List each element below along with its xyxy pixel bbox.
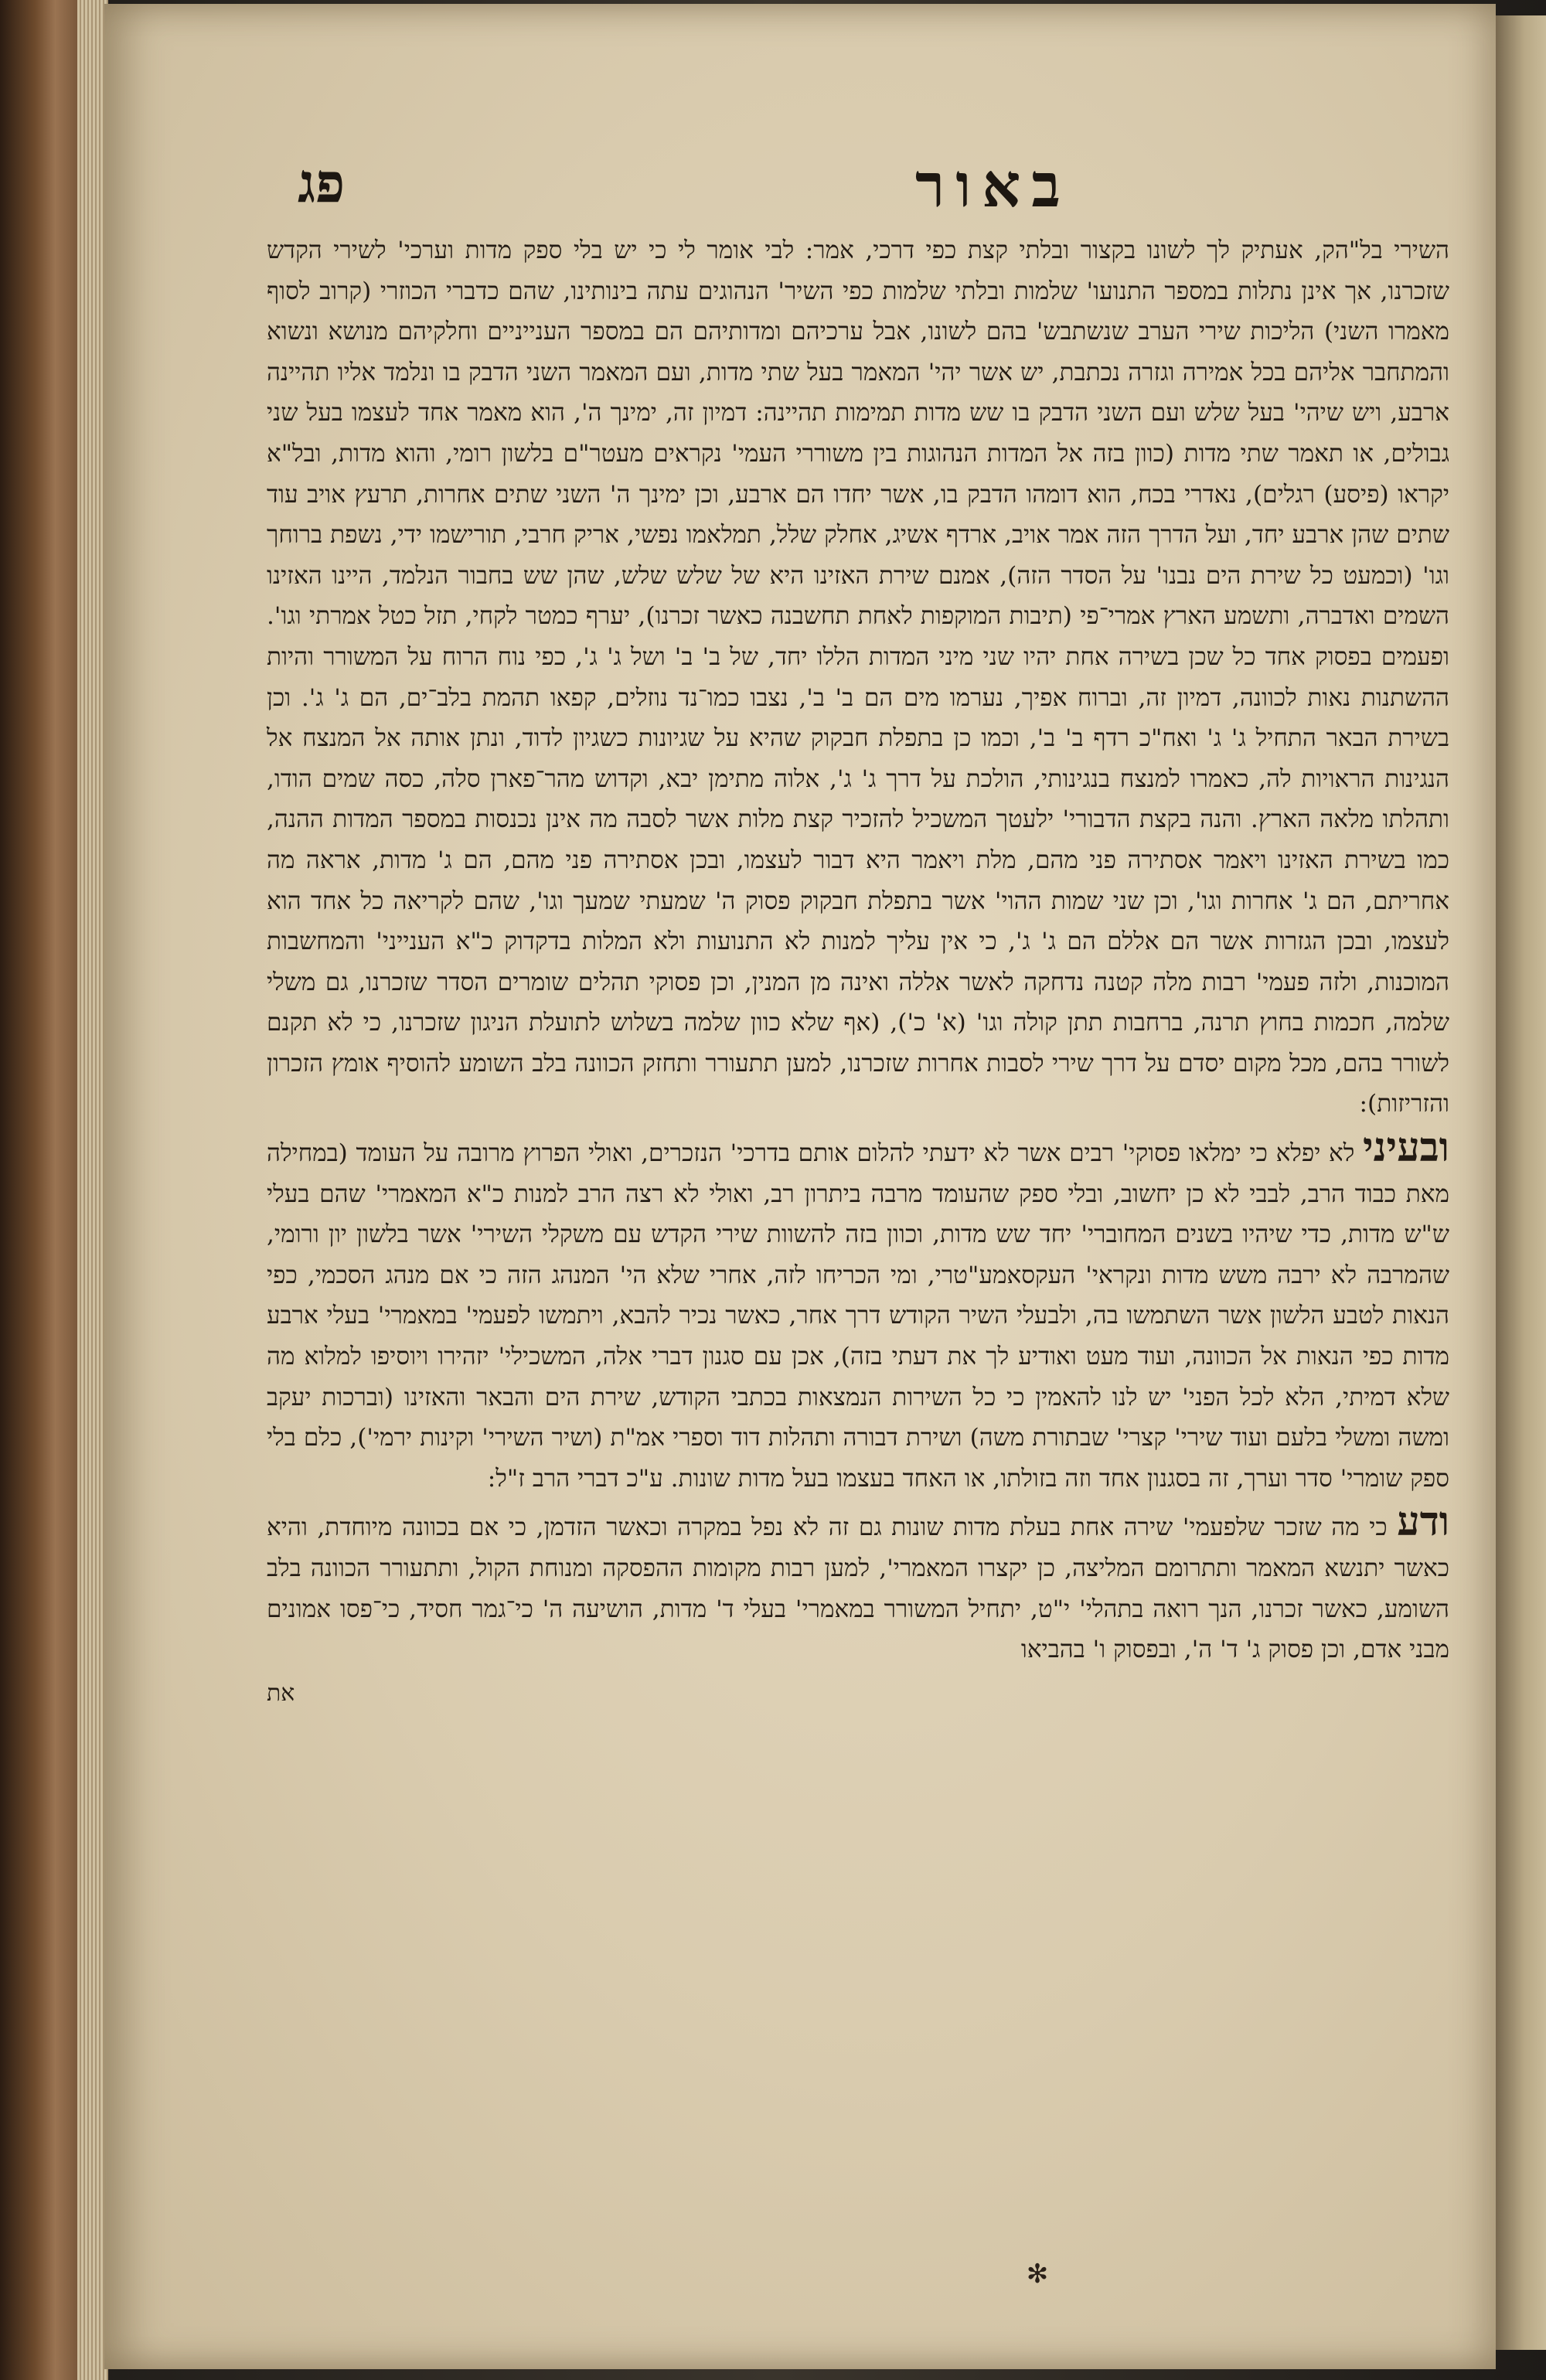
facing-page-edge bbox=[1490, 15, 1546, 2350]
paragraph-lead-word: ודע bbox=[1397, 1498, 1450, 1546]
catchword: את bbox=[267, 1679, 295, 1707]
paragraph bbox=[267, 1498, 1450, 1670]
paragraph-text: לא יפלא כי ימלאו פסוקי' רבים אשר לא ידעתי להלום אותם בדרכי' הנזכרים, ואולי הפרוץ מרובה על העומד (במחילה מאת כבוד הרב, לבבי לא כן יחשוב, ובלי ספק שהעומד מרבה ביתרון רב, ואולי לא רצה הרב למנות כ"א המאמרי' שהם בעלי ש"ש מדות, כדי שיהיו בשנים המחוברי' יחד שש מדות, וכוון בזה להשוות שירי הקדש עם משקלי השירי' אשר בלשון יון ורומי, שהמרבה לא ירבה משש מדות ונקראי' העקסאמע"טרי, ומי הכריחו לזה, אחרי שלא הי' המנהג הזה כי אם מנהג הסכמי, כפי הנאות לטבע הלשון אשר השתמשו בה, ולבעלי השיר הקודש דרך אחר, כאשר נכיר להבא, ויתמשו לפעמי' במאמרי' בעלי ארבע מדות כפי הנאות אל הכוונה, ועוד מעט ואודיע לך את דעתי בזה), אכן עם סגנון דברי אלה, המשכילי' יזהירו ויוסיפו למלוא מה שלא דמיתי, הלא לכל הפני' יש לנו להאמין כי כל השירות הנמצאות בכתבי הקודש, שירת הים והבאר והאזינו (וברכות יעקב ומשה ומשלי בלעם ועוד שירי' קצרי' שבתורת משה) ושירת דבורה ותהלות דוד וספרי אמ"ת (ושיר השירי' וקינות ירמי'), כלם בלי ספק שומרי' סדר וערך, זה בסגנון אחד וזה בזולתו, או האחד בעצמו בעל מדות שונות. ע"כ דברי הרב ז"ל: bbox=[267, 1139, 1449, 1493]
paragraph-text: השירי בל"הק, אעתיק לך לשונו בקצור ובלתי קצת כפי דרכי, אמר: לבי אומר לי כי יש בלי ספק מדות וערכי' לשירי הקדש שזכרנו, אך אינן נתלות במספר התנועו' שלמות ובלתי שלמות כפי השיר' הנהוגים עתה בינותינו, שהם כדברי הכוזרי (קרוב לסוף מאמרו השני) הליכות שירי הערב שנשתבש' בהם לשונו, אבל ערכיהם ומדותיהם הם במספר הענייניים וחלקיהם מנושא ונשוא והמתחבר אליהם בכל אמירה וגזרה נכתבת, יש אשר יהי' המאמר בעל שתי מדות, ועם המאמר השני הדבק בו ונלמד אליו תהיינה ארבע, ויש שיהי' בעל שלש ועם השני הדבק בו שש מדות תמימות תהיינה: דמיון זה, ימינך ה', הוא מאמר אחד לעצמו בעל שני גבולים, או תאמר שתי מדות (כוון בזה אל המדות הנהוגות בין משוררי העמי' נקראים מעטר"ם בלשון רומי, והוא מדות, ובל"א יקראו (פיסע) רגלים), נאדרי בכח, הוא דומהו הדבק בו, אשר יחדו הם ארבע, וכן ימינך ה' השני שתים אחרות, תרעץ אויב עוד שתים שהן ארבע יחד, ועל הדרך הזה אמר אויב, ארדף אשיג, אחלק שלל, תמלאמו נפשי, אריק חרבי, תורישמו ידי, נשפת ברוחך וגו' (וכמעט כל שירת הים נבנו' על הסדר הזה), אמנם שירת האזינו היא של שלש שלש, שהן שש בחבור הנלמד, היינו האזינו השמים ואדברה, ותשמע הארץ אמרי־פי (תיבות המוקפות לאחת תחשבנה כאשר זכרנו), יערף כמטר לקחי, תזל כטל אמרתי וגו'. ופעמים בפסוק אחד כל שכן בשירה אחת יהיו שני מיני המדות הללו יחד, של ב' ב' ושל ג' ג', כפי נוח הרוח על המשורר והיות ההשתנות נאות לכוונה, דמיון זה, וברוח אפיך, נערמו מים הם ב' ב', נצבו כמו־נד נוזלים, קפאו תהמת בלב־ים, הם ג' ג'. וכן בשירת הבאר התחיל ג' ג' ואח"כ רדף ב' ב', וכמו כן בתפלת חבקוק שהיא על שגיונות כשגיון לדוד, ונתן אותה אל המנצח אל הנגינות הראויות לה, כאמרו למנצח בנגינותי, הולכת על דרך ג' ג', אלוה מתימן יבא, וקדוש מהר־פארן סלה, כסה שמים הודו, ותהלתו מלאה הארץ. והנה בקצת הדבורי' ילעטך המשכיל להזכיר קצת מלות אשר לסבה מה אינן נכנסות במספר המדות ההנה, כמו בשירת האזינו ויאמר אסתירה פני מהם, מלת ויאמר היא דבור לעצמו, ובכן אסתירה פני מהם, הם ג' מדות, אראה מה אחריתם, הם ג' אחרות וגו', וכן שני שמות ההוי' אשר בתפלת חבקוק פסוק ה' שמעתי שמעך וגו', שהם לקריאה כל אחד הוא לעצמו, ובכן הגזרות אשר הם אללם הם ג' ג', כי אין עליך למנות לא התנועות ולא המלות בדקדוק כ"א הענייני' והמחשבות המוכנות, ולזה פעמי' רבות מלה קטנה נדחקה לאשר אללה ואינה מן המנין, וכן פסוקי תהלים שומרים הסדר שזכרנו, גם משלי שלמה, חכמות בחוץ תרנה, ברחבות תתן קולה וגו' (א' כ'), (אף שלא כוון שלמה בשלוש לתועלת הניגון שזכרנו, כי לא תקנם לשורר בהם, מכל מקום יסדם על דרך שירי לסבות אחרות שזכרנו, למען תתעורר ותחזק הכוונה בלב השומע להוסיף אומץ הזכרון והזריזות): bbox=[267, 237, 1449, 1118]
running-head bbox=[104, 151, 1496, 220]
paragraph bbox=[267, 230, 1449, 1125]
header-title: באור bbox=[915, 151, 1071, 221]
ink-blot-icon: ✻ bbox=[1026, 2259, 1049, 2290]
page-number: פג bbox=[298, 151, 346, 215]
page-edges bbox=[77, 0, 108, 2380]
main-text bbox=[267, 230, 1449, 1709]
paragraph-text: כי מה שזכר שלפעמי' שירה אחת בעלת מדות שונות גם זה לא נפל במקרה וכאשר הזדמן, כי אם בכוונה מיוחדת, והיא כאשר יתנשא המאמר ותתרומם המליצה, כן יקצרו המאמרי', למען רבות מקומות ההפסקה ומנוחת הקול, ותתעורר הכוונה בלב השומע, כאשר זכרנו, הנך רואה בתהלי' י"ט, יתחיל המשורר במאמרי' בעלי ד' מדות, הושיעה ה' כי־גמר חסיד, כי־פסו אמונים מבני אדם, וכן פסוק ג' ד' ה', ובפסוק ו' בהביאו bbox=[267, 1513, 1449, 1664]
paragraph-lead-word: ובעיני bbox=[1363, 1124, 1449, 1172]
paragraph bbox=[267, 1124, 1449, 1499]
